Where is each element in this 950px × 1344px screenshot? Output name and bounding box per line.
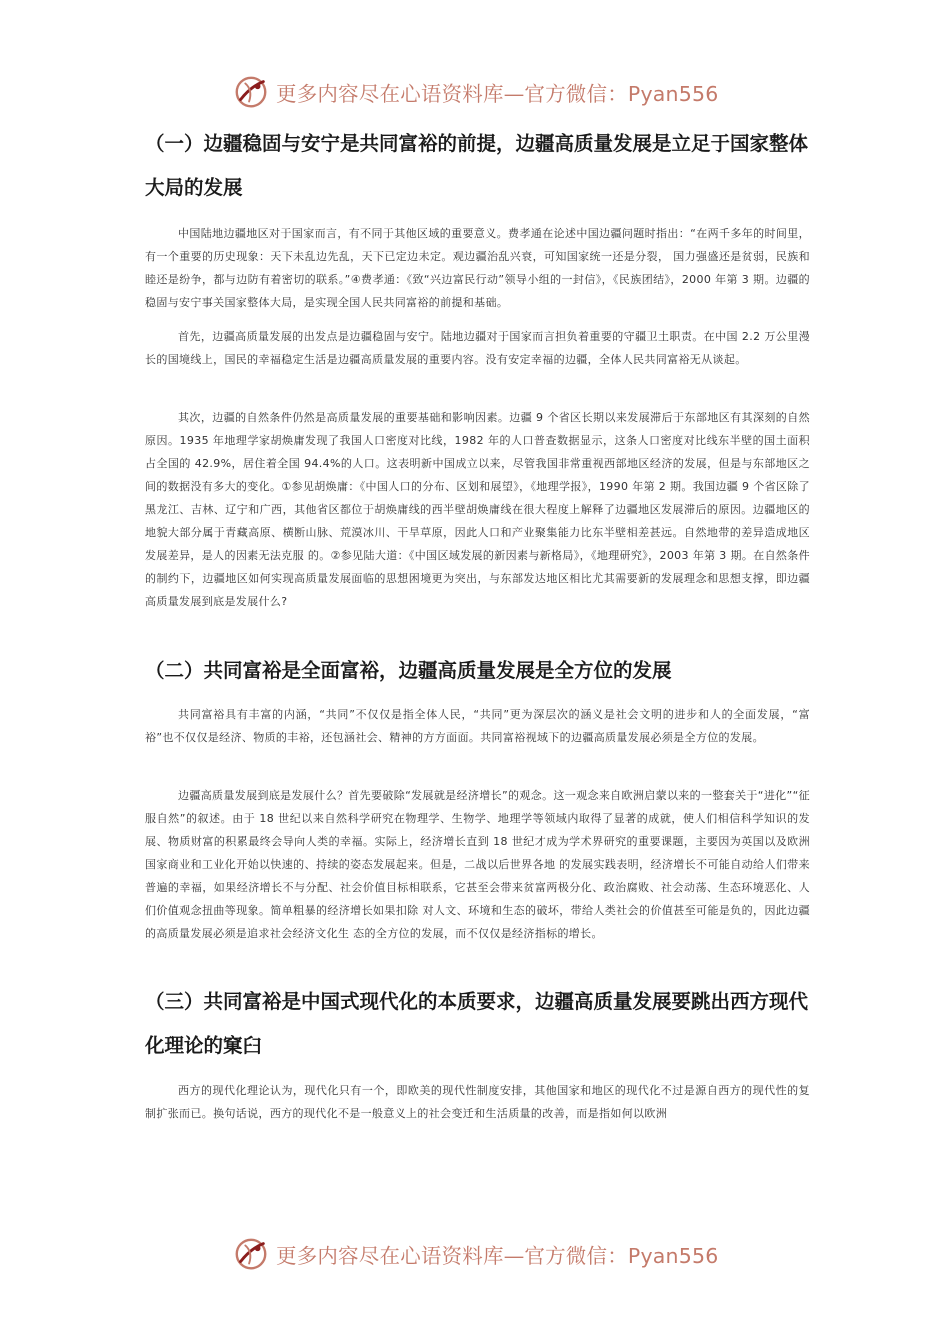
section-heading-2: （二）共同富裕是全面富裕，边疆高质量发展是全方位的发展 bbox=[145, 659, 672, 682]
paragraph-6: 西方的现代化理论认为，现代化只有一个，即欧美的现代性制度安排，其他国家和地区的现代化不过是源自西方的现代性的复制扩张而已。换句话说，西方的现代化不是一般意义上的社会变迁和生活质量的改善，而是指如何以欧洲 bbox=[145, 1084, 810, 1120]
footer-banner bbox=[0, 1234, 950, 1274]
logo-icon bbox=[232, 73, 270, 111]
wechat-id: Pyan556 bbox=[627, 1244, 719, 1268]
paragraph-1: 中国陆地边疆地区对于国家而言，有不同于其他区域的重要意义。费孝通在论述中国边疆问题时指出：“在两千多年的时间里，有一个重要的历史现象：天下未乱边先乱，天下已定边未定。观边疆治乱兴衰，可知国家统一还是分裂， 国力强盛还是贫弱，民族和睦还是纷争，都与边防有着密切的联系。”④费孝通：《致“兴边富民行动”领导小组的一封信》，《民族团结》，2000 年第 3 期。边疆的稳固与安宁事关国家整体大局，是实现全国人民共同富裕的前提和基础。 bbox=[145, 227, 810, 309]
banner-label: 更多内容尽在心语资料库—官方微信： bbox=[276, 82, 628, 106]
paragraph-3: 其次，边疆的自然条件仍然是高质量发展的重要基础和影响因素。边疆 9 个省区长期以来发展滞后于东部地区有其深刻的自然原因。1935 年地理学家胡焕庸发现了我国人口密度对比线，1982 年的人口普查数据显示，这条人口密度对比线东半壁的国土面积占全国的 42.9%，居住着全国 94.4%的人口。这表明新中国成立以来，尽管我国非常重视西部地区经济的发展，但是与东部地区之间的数据没有多大的变化。①参见胡焕庸：《中国人口的分布、区划和展望》，《地理学报》，1990 年第 2 期。我国边疆 9 个省区除了黑龙江、吉林、辽宁和广西，其他省区都位于胡焕庸线的西半壁胡焕庸线在很大程度上解释了边疆地区发展滞后的原因。边疆地区的地貌大部分属于青藏高原、横断山脉、荒漠冰川、干旱草原，因此人口和产业聚集能力比东半壁相差甚远。自然地带的差异造成地区发展差异，是人的因素无法克服 的。②参见陆大道：《中国区域发展的新因素与新格局》，《地理研究》，2003 年第 3 期。在自然条件的制约下，边疆地区如何实现高质量发展面临的思想困境更为突出，与东部发达地区相比尤其需要新的发展理念和思想支撑，即边疆 高质量发展到底是发展什么? bbox=[145, 411, 810, 608]
paragraph-5: 边疆高质量发展到底是发展什么？首先要破除“发展就是经济增长”的观念。这一观念来自欧洲启蒙以来的一整套关于“进化”“征服自然”的叙述。由于 18 世纪以来自然科学研究在物理学、生物学、地理学等领域内取得了显著的成就，使人们相信科学知识的发展、物质财富的积累最终会导向人类的幸福。实际上，经济增长直到 18 世纪才成为学术界研究的重要课题，主要因为英国以及欧洲国家商业和工业化开始以快速的、持续的姿态发展起来。但是，二战以后世界各地 的发展实践表明，经济增长不可能自动给人们带来普遍的幸福，如果经济增长不与分配、社会价值目标相联系，它甚至会带来贫富两极分化、政治腐败、社会动荡、生态环境恶化、人们价值观念扭曲等现象。简单粗暴的经济增长如果扣除 对人文、环境和生态的破坏，带给人类社会的价值甚至可能是负的，因此边疆的高质量发展必须是追求社会经济文化生 态的全方位的发展，而不仅仅是经济指标的增长。 bbox=[145, 789, 810, 940]
wechat-id: Pyan556 bbox=[627, 82, 719, 106]
logo-icon bbox=[232, 1235, 270, 1273]
header-banner bbox=[0, 72, 950, 112]
paragraph-2: 首先，边疆高质量发展的出发点是边疆稳固与安宁。陆地边疆对于国家而言担负着重要的守疆卫土职责。在中国 2.2 万公里漫长的国境线上，国民的幸福稳定生活是边疆高质量发展的重要内容。没有安定幸福的边疆，全体人民共同富裕无从谈起。 bbox=[145, 330, 810, 366]
banner-label: 更多内容尽在心语资料库—官方微信： bbox=[276, 1244, 628, 1268]
banner-text bbox=[276, 1239, 718, 1269]
section-heading-1: （一）边疆稳固与安宁是共同富裕的前提，边疆高质量发展是立足于国家整体大局的发展 bbox=[145, 132, 809, 199]
paragraph-4: 共同富裕具有丰富的内涵，“共同”不仅仅是指全体人民，“共同”更为深层次的涵义是社会文明的进步和人的全面发展，“富裕”也不仅仅是经济、物质的丰裕，还包涵社会、精神的方方面面。共同富裕视域下的边疆高质量发展必须是全方位的发展。 bbox=[145, 708, 810, 744]
section-heading-3: （三）共同富裕是中国式现代化的本质要求，边疆高质量发展要跳出西方现代化理论的窠臼 bbox=[145, 990, 809, 1057]
banner-text bbox=[276, 77, 718, 107]
